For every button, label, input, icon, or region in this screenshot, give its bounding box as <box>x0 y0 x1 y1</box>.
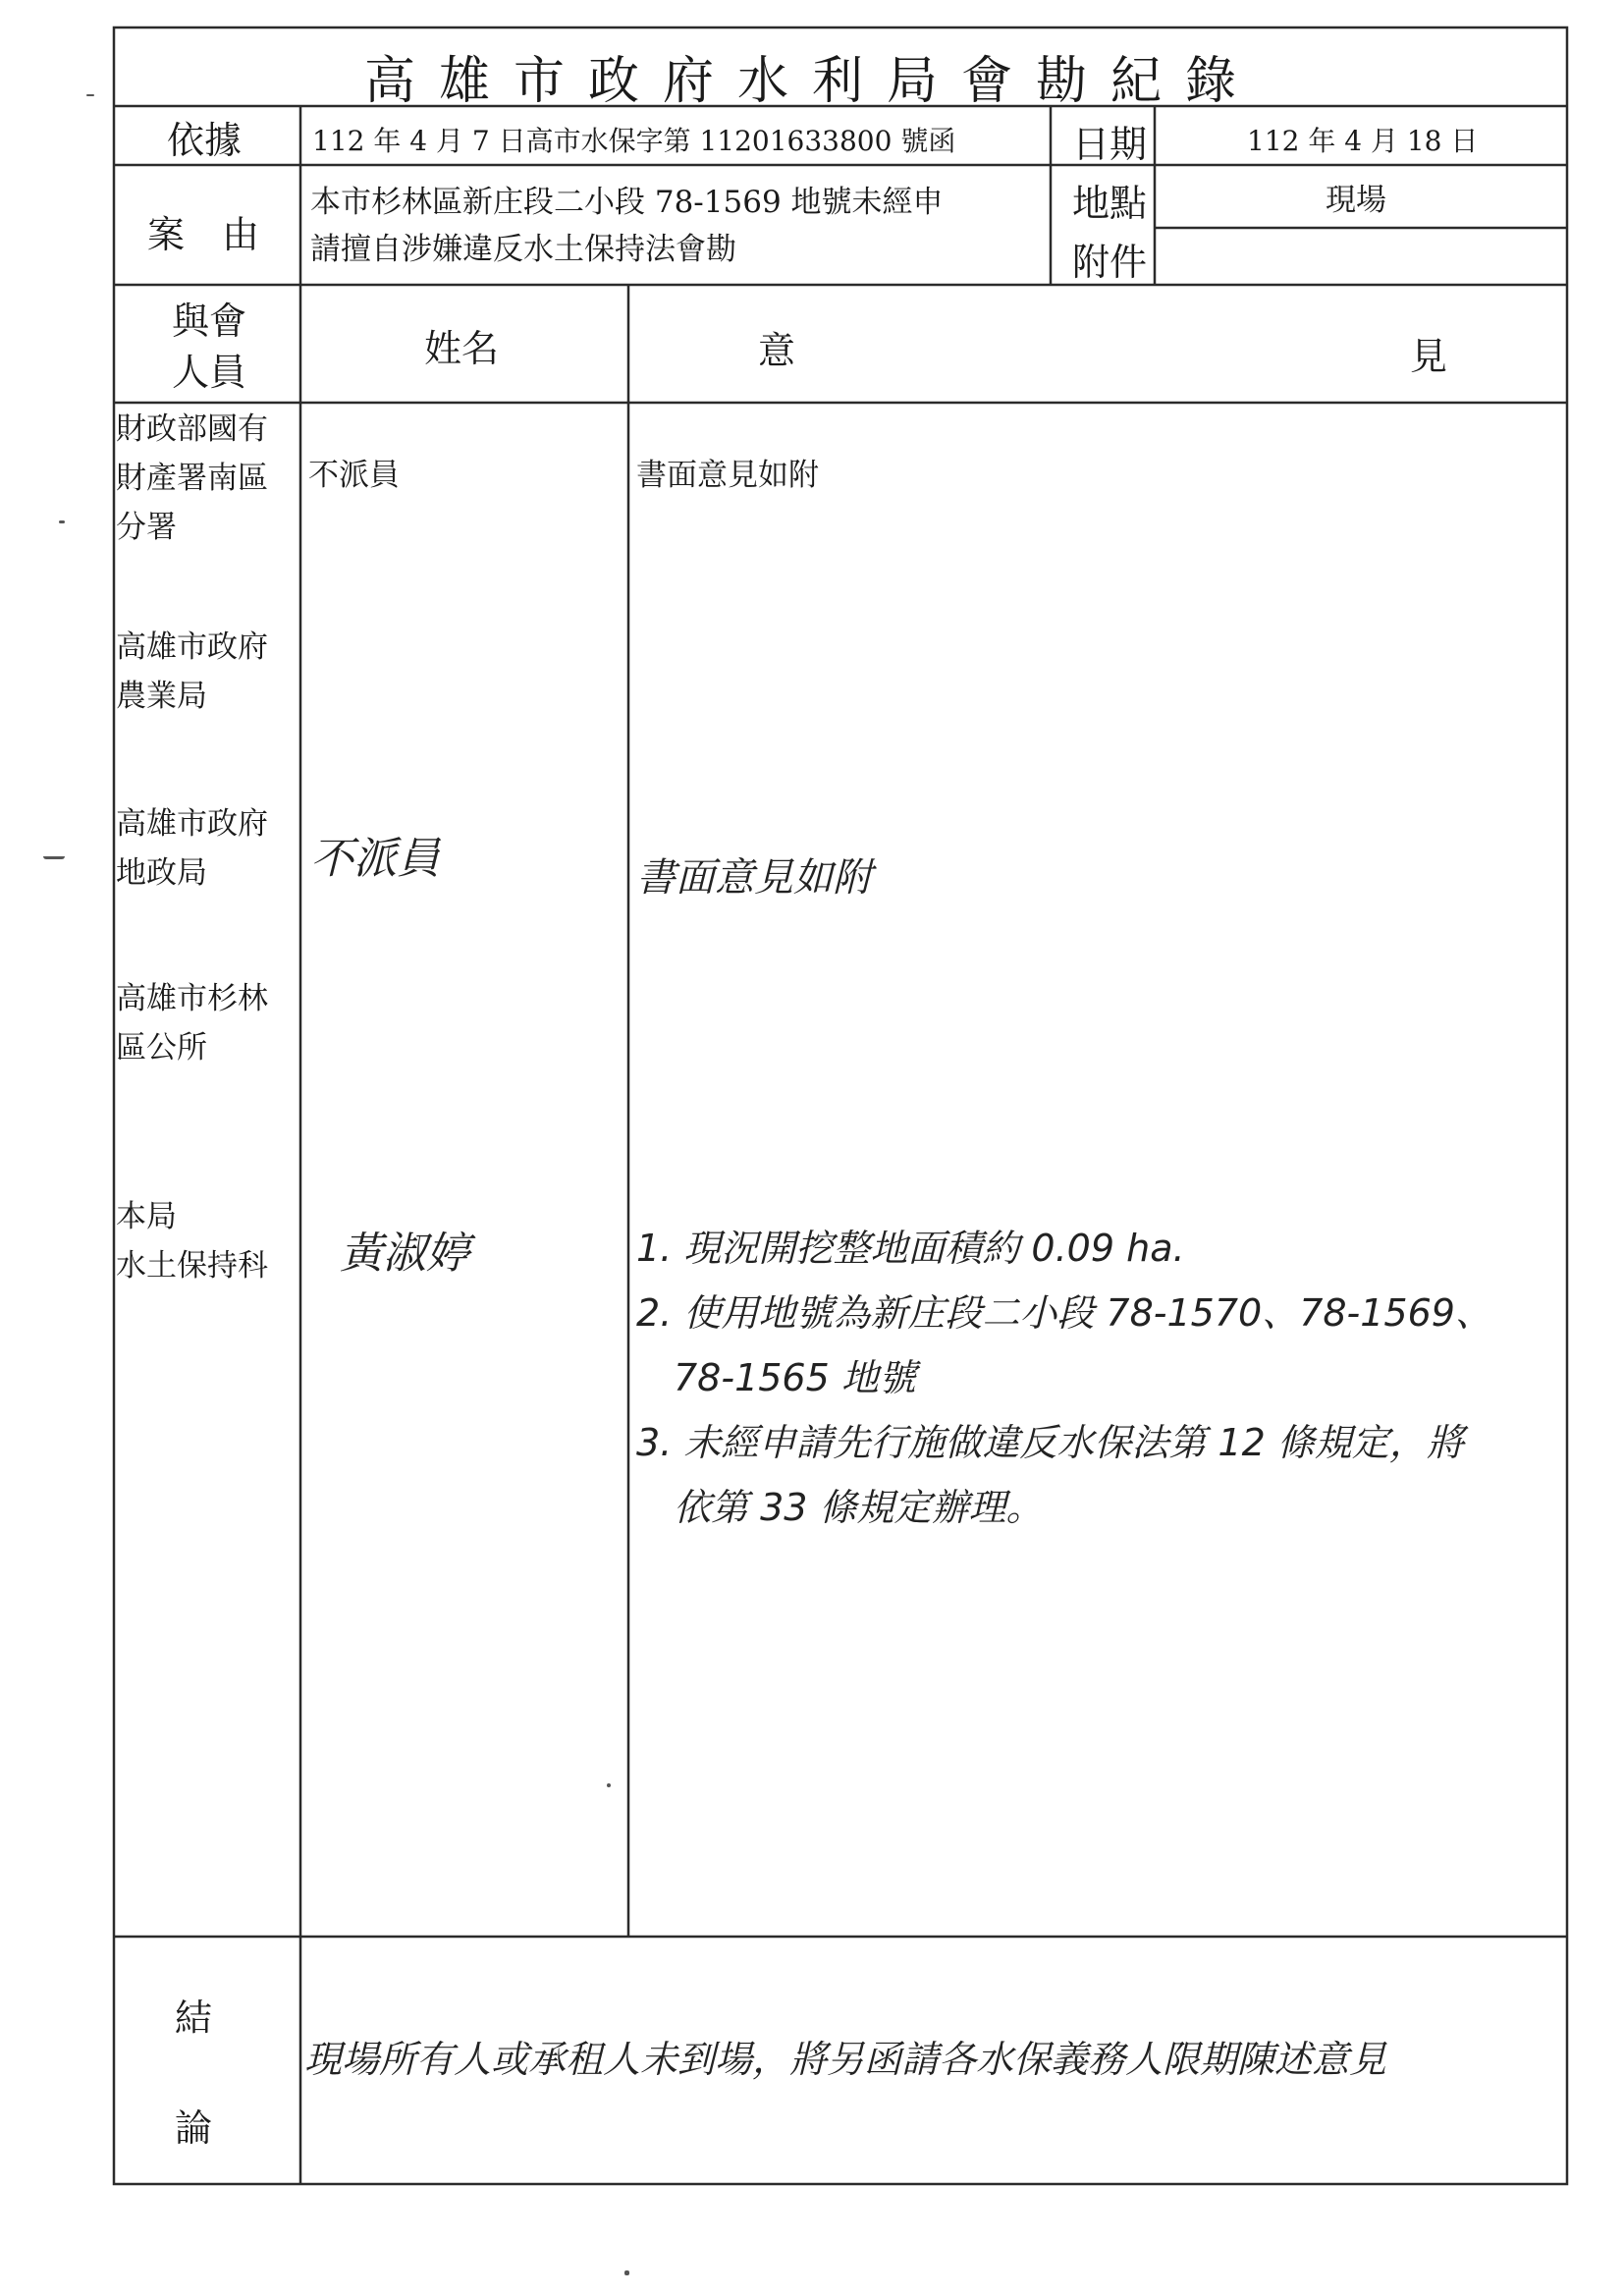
conclusion-text: 現場所有人或承租人未到場，將另函請各水保義務人限期陳述意見 <box>304 2038 1387 2081</box>
basis-value: 112 年 4 月 7 日高市水保字第 11201633800 號函 <box>312 125 956 157</box>
basis-label: 依據 <box>167 119 243 162</box>
participant-name: 黃淑婷 <box>340 1229 469 1279</box>
conclusion-label-1: 結 <box>175 1996 213 2040</box>
case-label: 案 由 <box>147 213 260 256</box>
date-value: 112 年 4 月 18 日 <box>1247 125 1479 157</box>
location-value: 現場 <box>1326 183 1386 218</box>
scan-mark <box>86 94 94 96</box>
participant-org: 本局 水土保持科 <box>116 1199 268 1284</box>
participants-label-1: 與會 <box>172 300 247 343</box>
participant-org: 高雄市政府 地政局 <box>116 806 268 891</box>
participant-org: 高雄市杉林 區公所 <box>116 981 268 1066</box>
participant-org: 財政部國有 財產署南區 分署 <box>116 411 268 545</box>
case-line-2: 請擅自涉嫌違反水土保持法會勘 <box>310 232 736 267</box>
participant-opinion: 1. 現況開挖整地面積約 0.09 ha. 2. 使用地號為新庄段二小段 78-1570、78-1569、 78-1565 地號 3. 未經申請先行施做違反水保法第 12 條規定，將 依第 33 條規定辦理。 <box>636 1227 1492 1529</box>
participant-org: 高雄市政府 農業局 <box>116 629 268 714</box>
page-title: 高雄市政府水利局會勘紀錄 <box>363 52 1260 111</box>
participants-label-2: 人員 <box>172 351 247 394</box>
participant-name: 不派員 <box>310 834 440 884</box>
participant-opinion: 書面意見如附 <box>636 855 872 901</box>
attachment-label: 附件 <box>1072 241 1148 284</box>
opinion-header-1: 意 <box>758 329 796 372</box>
date-label: 日期 <box>1072 123 1148 166</box>
opinion-header-2: 見 <box>1410 335 1448 378</box>
conclusion-label-2: 論 <box>175 2106 213 2150</box>
participant-name: 不派員 <box>308 458 400 493</box>
scan-mark <box>43 856 65 859</box>
scan-mark <box>624 2270 629 2275</box>
location-label: 地點 <box>1072 182 1148 225</box>
case-line-1: 本市杉林區新庄段二小段 78-1569 地號未經申 <box>310 185 944 220</box>
name-header: 姓名 <box>424 327 500 370</box>
scan-mark <box>607 1783 611 1787</box>
participant-opinion: 書面意見如附 <box>636 458 819 493</box>
scan-mark <box>59 520 65 523</box>
